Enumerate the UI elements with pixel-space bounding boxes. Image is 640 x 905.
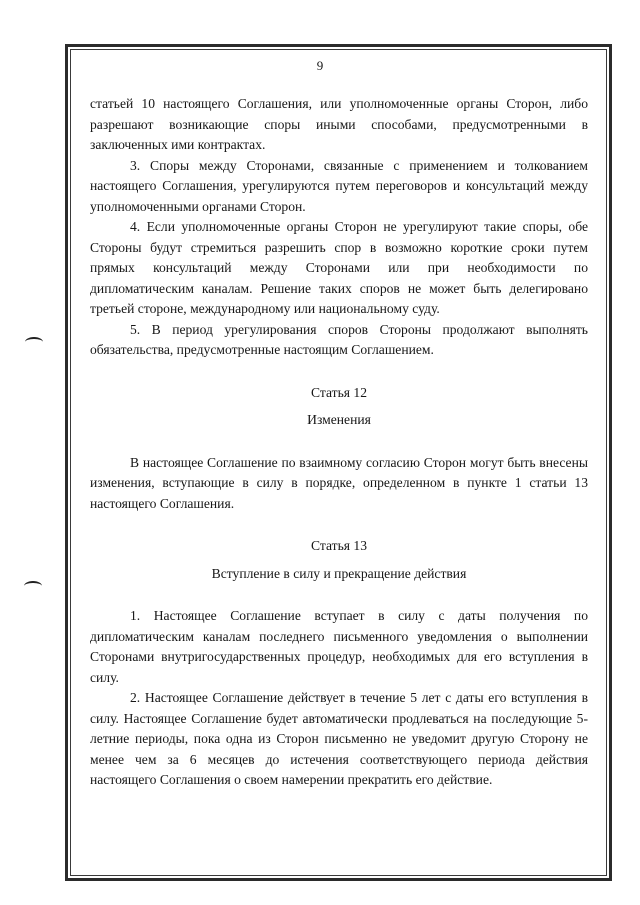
article-13-clause-1: 1. Настоящее Соглашение вступает в силу с даты получения по дипломатическим каналам последнего письменного уведомления о выполнении Сторонами внутригосударственных процедур, необходимых для его вступления в силу.	[90, 608, 588, 685]
article-13-title: Вступление в силу и прекращение действия	[211, 565, 467, 581]
page-number: 9	[316, 58, 324, 73]
punch-hole-mark-top	[25, 337, 43, 347]
article-12-number: Статья 12	[310, 384, 368, 400]
paragraph-clause-5: 5. В период урегулирования споров Стороны продолжают выполнять обязательства, предусмотренные настоящим Соглашением.	[90, 321, 588, 357]
article-12-text: В настоящее Соглашение по взаимному согласию Сторон могут быть внесены изменения, вступающие в силу в порядке, определенном в пункте 1 статьи 13 настоящего Соглашения.	[90, 454, 588, 511]
article-12-title: Изменения	[307, 412, 371, 427]
paragraph-clause-3: 3. Споры между Сторонами, связанные с применением и толкованием настоящего Соглашения, урегулируются путем переговоров и консультаций между уполномоченными органами Сторон.	[90, 157, 588, 214]
article-13-clause-2: 2. Настоящее Соглашение действует в течение 5 лет с даты его вступления в силу. Настоящее Соглашение будет автоматически продлеваться на последующие 5-летние периоды, пока одна из Сторон письменно не уведомит другую Сторону не менее чем за 6 месяцев до истечения соответствующего периода действия настоящего Соглашения о своем намерении прекратить его действие.	[90, 690, 588, 787]
paragraph-clause-4: 4. Если уполномоченные органы Сторон не урегулируют такие споры, обе Стороны будут стремиться разрешить спор в возможно короткие сроки путем прямых консультаций между Сторонами или при необходимости по дипломатическим каналам. Решение таких споров не может быть делегировано третьей стороне, международному или национальному суду.	[90, 219, 588, 316]
punch-hole-mark-bottom	[24, 581, 42, 591]
paragraph-continuation: статьей 10 настоящего Соглашения, или уполномоченные органы Сторон, либо разрешают возникающие споры иными способами, предусмотренными в заключенных ими контрактах.	[90, 96, 588, 152]
article-13-number: Статья 13	[310, 538, 368, 553]
document-body	[90, 94, 588, 791]
